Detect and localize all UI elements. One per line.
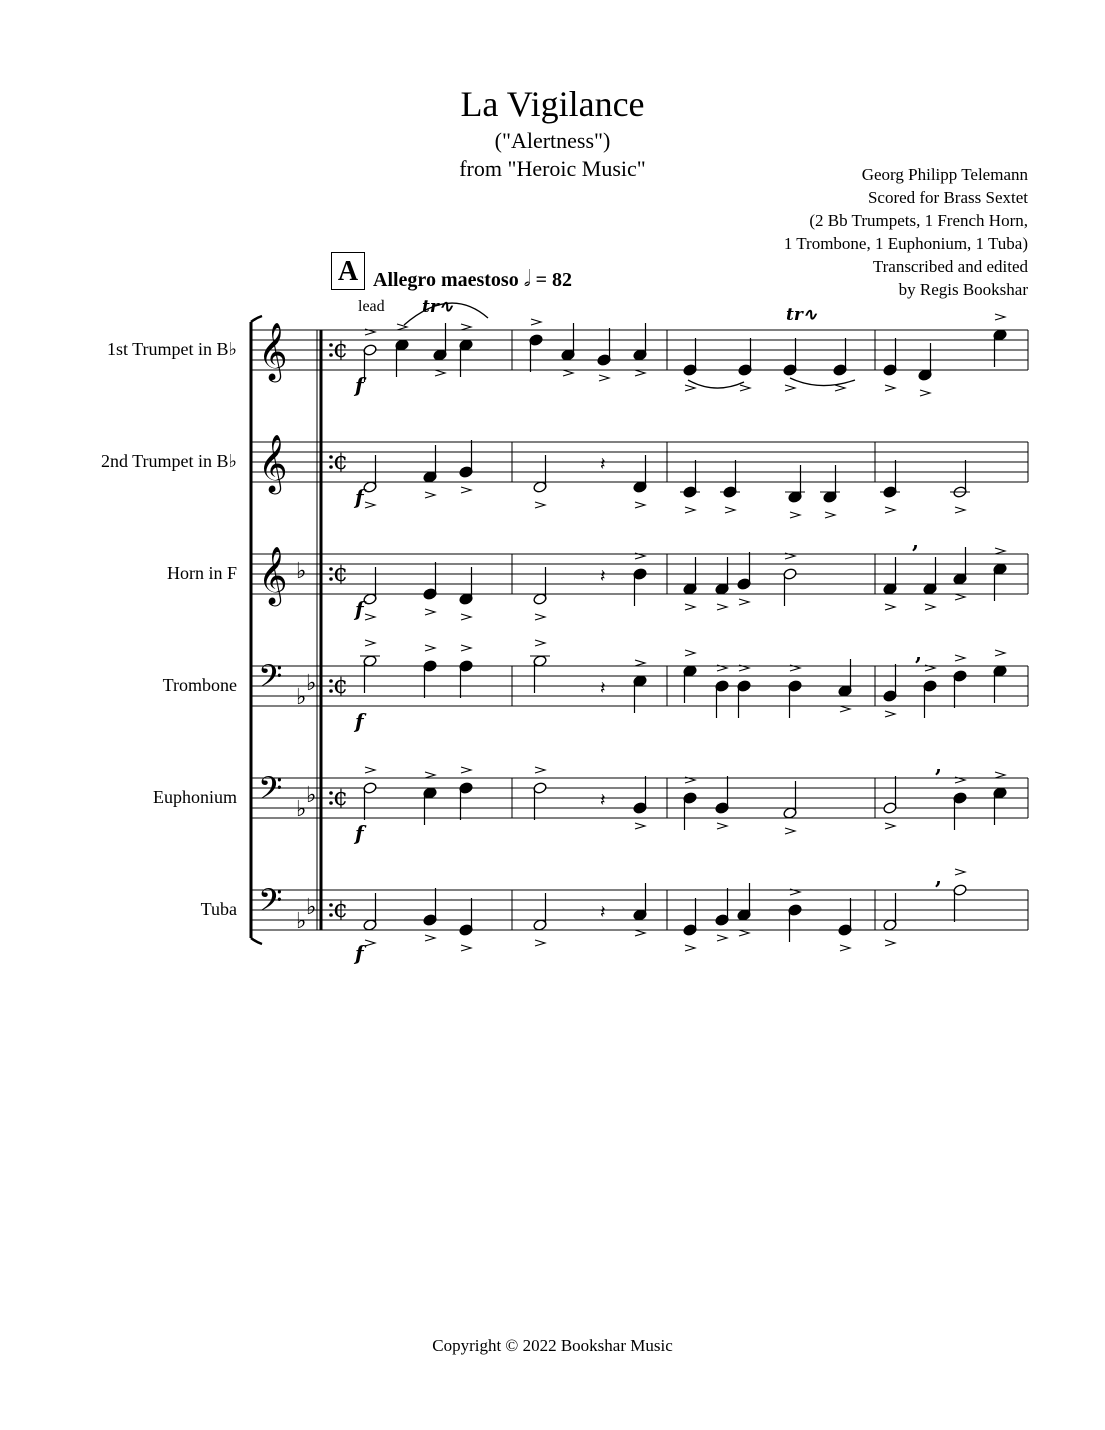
flat-icon: ♭ <box>306 783 317 808</box>
dynamic-forte: f <box>355 597 364 621</box>
scoring-line: Scored for Brass Sextet <box>867 188 1028 207</box>
accent-mark <box>840 706 850 712</box>
accent-mark <box>535 767 545 773</box>
accent-mark <box>785 385 795 391</box>
breath-mark: , <box>915 641 922 665</box>
accent-mark <box>563 370 573 376</box>
instrument-label-euphonium: Euphonium <box>153 787 237 807</box>
accent-mark <box>995 548 1005 554</box>
rehearsal-mark: A <box>331 252 365 290</box>
accent-mark <box>925 604 935 610</box>
repeat-dot <box>329 577 333 581</box>
cut-time-icon: ¢ <box>333 783 349 811</box>
repeat-dot <box>329 689 333 693</box>
slur <box>790 378 855 386</box>
repeat-dot <box>329 913 333 917</box>
bass-clef-icon: 𝄢 <box>258 770 283 814</box>
accent-mark <box>725 507 735 513</box>
quarter-rest-icon: 𝄽 <box>600 678 606 699</box>
accent-mark <box>425 935 435 941</box>
cut-time-icon: ¢ <box>333 447 349 475</box>
accent-mark <box>995 772 1005 778</box>
score-title: La Vigilance <box>460 84 645 124</box>
dynamic-forte: f <box>355 373 364 397</box>
treble-clef-icon: 𝄞 <box>258 434 288 492</box>
accent-mark <box>535 640 545 646</box>
accent-mark <box>685 945 695 951</box>
accent-mark <box>885 823 895 829</box>
trill-mark: tr∿ <box>422 297 454 317</box>
trill-mark: tr∿ <box>786 305 818 325</box>
accent-mark <box>885 507 895 513</box>
flat-icon: ♭ <box>296 797 307 822</box>
score-source: from "Heroic Music" <box>459 156 646 181</box>
arranger: by Regis Bookshar <box>898 280 1028 299</box>
breath-mark: , <box>935 753 942 777</box>
accent-mark <box>717 935 727 941</box>
accent-mark <box>685 385 695 391</box>
accent-mark <box>461 324 471 330</box>
cut-time-icon: ¢ <box>333 335 349 363</box>
accent-mark <box>995 314 1005 320</box>
accent-mark <box>425 609 435 615</box>
accent-mark <box>461 767 471 773</box>
accent-mark <box>635 502 645 508</box>
accent-mark <box>599 375 609 381</box>
staff-lines <box>251 330 1028 930</box>
barlines <box>251 316 1028 944</box>
accent-mark <box>635 823 645 829</box>
accent-mark <box>995 650 1005 656</box>
accent-mark <box>885 385 895 391</box>
accent-mark <box>635 370 645 376</box>
accent-mark <box>885 940 895 946</box>
treble-clef-icon: 𝄞 <box>258 546 288 604</box>
quarter-rest-icon: 𝄽 <box>600 566 606 587</box>
accent-mark <box>785 828 795 834</box>
accent-mark <box>461 487 471 493</box>
accent-mark <box>397 324 407 330</box>
accent-mark <box>717 604 727 610</box>
accent-mark <box>739 599 749 605</box>
accent-mark <box>365 640 375 646</box>
dynamic-forte: f <box>355 485 364 509</box>
accent-mark <box>365 614 375 620</box>
dynamic-forte: f <box>355 709 364 733</box>
breath-mark: , <box>912 529 919 553</box>
scoring-detail-2: 1 Trombone, 1 Euphonium, 1 Tuba) <box>783 234 1028 253</box>
accent-mark <box>740 385 750 391</box>
accent-mark <box>739 930 749 936</box>
accent-mark <box>435 370 445 376</box>
accent-mark <box>955 507 965 513</box>
repeat-dot <box>329 465 333 469</box>
quarter-rest-icon: 𝄽 <box>600 902 606 923</box>
treble-clef-icon: 𝄞 <box>258 322 288 380</box>
scoring-detail-1: (2 Bb Trumpets, 1 French Horn, <box>809 211 1028 230</box>
cut-time-icon: ¢ <box>333 671 349 699</box>
accent-mark <box>535 502 545 508</box>
bass-clef-icon: 𝄢 <box>258 882 283 926</box>
cut-time-icon: ¢ <box>333 559 349 587</box>
accent-mark <box>535 940 545 946</box>
articulation-marks <box>353 297 1005 965</box>
flat-icon: ♭ <box>296 685 307 710</box>
accent-mark <box>835 385 845 391</box>
flat-icon: ♭ <box>296 559 307 584</box>
quarter-rest-icon: 𝄽 <box>600 790 606 811</box>
accent-mark <box>365 940 375 946</box>
flat-icon: ♭ <box>296 909 307 934</box>
instrument-label-trombone: Trombone <box>162 675 237 695</box>
slur <box>688 380 744 388</box>
accent-mark <box>885 604 895 610</box>
accent-mark <box>635 930 645 936</box>
repeat-dot <box>329 791 333 795</box>
accent-mark <box>425 645 435 651</box>
accent-mark <box>461 945 471 951</box>
dynamic-forte: f <box>355 941 364 965</box>
repeat-dot <box>329 903 333 907</box>
accent-mark <box>955 655 965 661</box>
clefs <box>258 322 348 934</box>
flat-icon: ♭ <box>306 671 317 696</box>
tempo-text: Allegro maestoso <box>373 269 519 291</box>
accent-mark <box>365 767 375 773</box>
accent-mark <box>425 492 435 498</box>
score-subtitle: ("Alertness") <box>494 128 611 153</box>
accent-mark <box>790 512 800 518</box>
accent-mark <box>955 594 965 600</box>
instrument-label-tuba: Tuba <box>200 899 237 919</box>
accent-mark <box>685 650 695 656</box>
repeat-dot <box>329 801 333 805</box>
accent-mark <box>717 823 727 829</box>
repeat-dot <box>329 353 333 357</box>
accent-mark <box>685 507 695 513</box>
accent-mark <box>365 502 375 508</box>
notes <box>360 323 1007 942</box>
half-note-icon: 𝅗𝅥 <box>523 267 531 292</box>
repeat-dot <box>329 343 333 347</box>
accent-mark <box>825 512 835 518</box>
instrument-label-horn: Horn in F <box>166 563 237 583</box>
accent-mark <box>531 319 541 325</box>
accent-mark <box>635 660 645 666</box>
flat-icon: ♭ <box>306 895 317 920</box>
dynamic-forte: f <box>355 821 364 845</box>
accent-mark <box>461 614 471 620</box>
repeat-dot <box>329 679 333 683</box>
accent-mark <box>461 645 471 651</box>
bracket-bottom <box>251 938 262 944</box>
copyright: Copyright © 2022 Bookshar Music <box>432 1336 673 1355</box>
tempo-value: = 82 <box>535 269 573 291</box>
lead-marking: lead <box>358 298 385 315</box>
instrument-label-trumpet-1: 1st Trumpet in B♭ <box>106 339 237 359</box>
composer: Georg Philipp Telemann <box>861 165 1028 184</box>
accent-mark <box>840 945 850 951</box>
accent-mark <box>685 604 695 610</box>
repeat-dot <box>329 455 333 459</box>
accent-mark <box>955 869 965 875</box>
cut-time-icon: ¢ <box>333 895 349 923</box>
accent-mark <box>920 390 930 396</box>
transcription-line: Transcribed and edited <box>872 257 1028 276</box>
accent-mark <box>885 711 895 717</box>
accent-mark <box>425 772 435 778</box>
repeat-dot <box>329 567 333 571</box>
instrument-label-trumpet-2: 2nd Trumpet in B♭ <box>100 451 237 471</box>
accent-mark <box>535 614 545 620</box>
quarter-rest-icon: 𝄽 <box>600 454 606 475</box>
breath-mark: , <box>935 865 942 889</box>
bass-clef-icon: 𝄢 <box>258 658 283 702</box>
